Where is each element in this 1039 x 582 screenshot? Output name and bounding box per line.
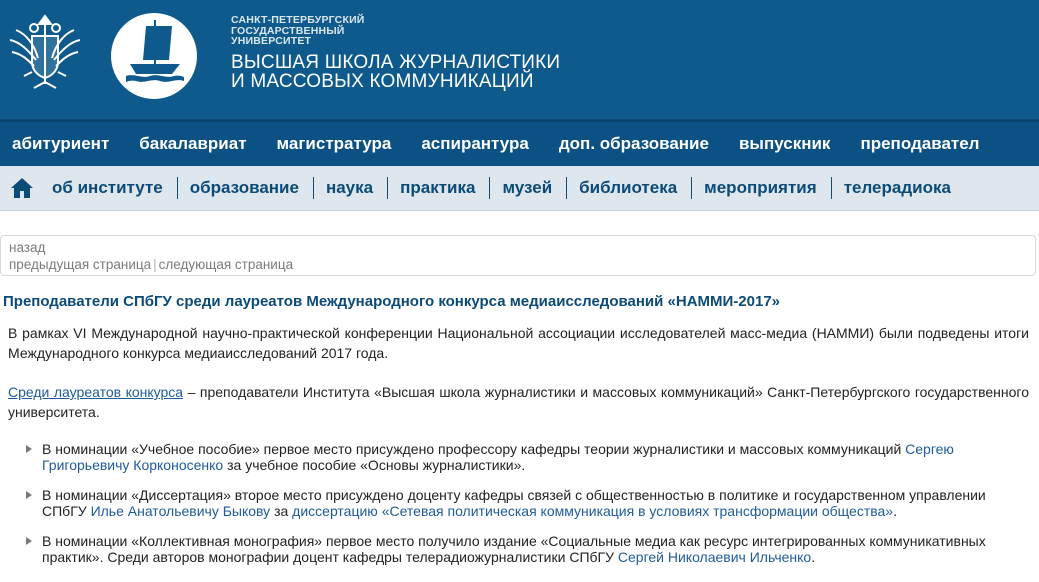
person-link[interactable]: Сергею Григорьевичу Корконосенко: [42, 441, 954, 473]
prev-page-link[interactable]: предыдущая страница: [9, 257, 152, 272]
list-item: [0, 533, 1039, 565]
article-title: Преподаватели СПбГУ среди лауреатов Международного конкурса медиаисследований «НАММИ-2017»: [3, 293, 781, 310]
list-item: [0, 487, 1039, 519]
subnav-education[interactable]: образование: [178, 177, 314, 199]
topnav-applicant[interactable]: абитуриент: [12, 134, 110, 153]
topnav-graduate[interactable]: выпускник: [738, 134, 831, 153]
subnav-museum[interactable]: музей: [490, 177, 567, 199]
pager-box: [0, 235, 1036, 276]
award-text: В номинации «Учебное пособие» первое место присуждено профессору кафедры теории журналистики и массовых коммуникаций: [42, 441, 906, 457]
article-laureates-paragraph: [0, 382, 1039, 422]
person-link[interactable]: Сергей Николаевич Ильченко: [617, 549, 812, 565]
subnav-about[interactable]: об институте: [40, 177, 178, 199]
award-text: за учебное пособие «Основы журналистики».: [223, 457, 526, 473]
site-header: [0, 0, 1039, 120]
topnav-postgraduate[interactable]: аспирантура: [421, 134, 529, 153]
topnav-bachelor[interactable]: бакалавриат: [139, 134, 247, 153]
award-text: В номинации «Коллективная монография» первое место получило издание «Социальные медиа как ресурс интегрированных коммуникативных практик». Среди авторов монографии доцент кафедры телерадиожурналистики СПбГУ: [42, 533, 986, 565]
award-text: .: [811, 549, 816, 565]
topnav-extra-education[interactable]: доп. образование: [558, 134, 709, 153]
topnav-master[interactable]: магистратура: [276, 134, 392, 153]
spbu-crest-logo[interactable]: [4, 6, 86, 98]
laureates-link[interactable]: Среди лауреатов конкурса: [8, 384, 184, 400]
university-line: САНКТ-ПЕТЕРБУРГСКИЙ: [231, 14, 365, 26]
top-navigation: [0, 120, 1039, 166]
section-nav-items: [40, 166, 965, 199]
university-name: [231, 15, 365, 47]
bullet-arrow-icon: [26, 445, 32, 453]
subnav-events[interactable]: мероприятия: [692, 177, 832, 199]
next-page-link[interactable]: следующая страница: [158, 257, 294, 272]
subnav-practice[interactable]: практика: [388, 177, 490, 199]
awards-list: [0, 441, 1039, 565]
person-link[interactable]: Илье Анатольевичу Быкову: [90, 503, 271, 519]
list-item: [0, 441, 1039, 473]
university-line: УНИВЕРСИТЕТ: [231, 35, 312, 47]
school-line: ВЫСШАЯ ШКОЛА ЖУРНАЛИСТИКИ: [231, 52, 561, 73]
school-line: И МАССОВЫХ КОММУНИКАЦИЙ: [231, 71, 534, 92]
bullet-arrow-icon: [26, 537, 32, 545]
topnav-teachers[interactable]: преподавател: [860, 134, 980, 153]
article-intro: В рамках VI Международной научно-практической конференции Национальной ассоциации исследователей масс-медиа (НАММИ) были подведены итоги Международного конкурса медиаисследований 2017 года.: [8, 325, 1029, 361]
university-line: ГОСУДАРСТВЕННЫЙ: [231, 24, 345, 37]
section-navigation: [0, 166, 1039, 211]
award-text: .: [893, 503, 897, 519]
award-text: В номинации «Диссертация» второе место присуждено доценту кафедры связей с общественностью в политике и государственном управлении СПбГУ: [42, 487, 986, 519]
dissertation-link[interactable]: диссертацию «Сетевая политическая коммуникация в условиях трансформации общества»: [292, 503, 894, 519]
home-icon[interactable]: [10, 177, 34, 199]
bullet-arrow-icon: [26, 491, 32, 499]
pager-separator: |: [153, 257, 157, 272]
article: [0, 291, 1039, 579]
back-link[interactable]: назад: [9, 240, 46, 255]
school-ship-logo[interactable]: [110, 12, 198, 100]
laureates-text: – преподаватели Института «Высшая школа журналистики и массовых коммуникаций» Санкт-Петербургского государственного университета.: [8, 384, 1029, 420]
subnav-library[interactable]: библиотека: [567, 177, 692, 199]
subnav-teleradio[interactable]: телерадиока: [843, 178, 951, 197]
award-text: за: [270, 503, 293, 519]
subnav-science[interactable]: наука: [314, 177, 388, 199]
school-name[interactable]: [231, 53, 560, 91]
